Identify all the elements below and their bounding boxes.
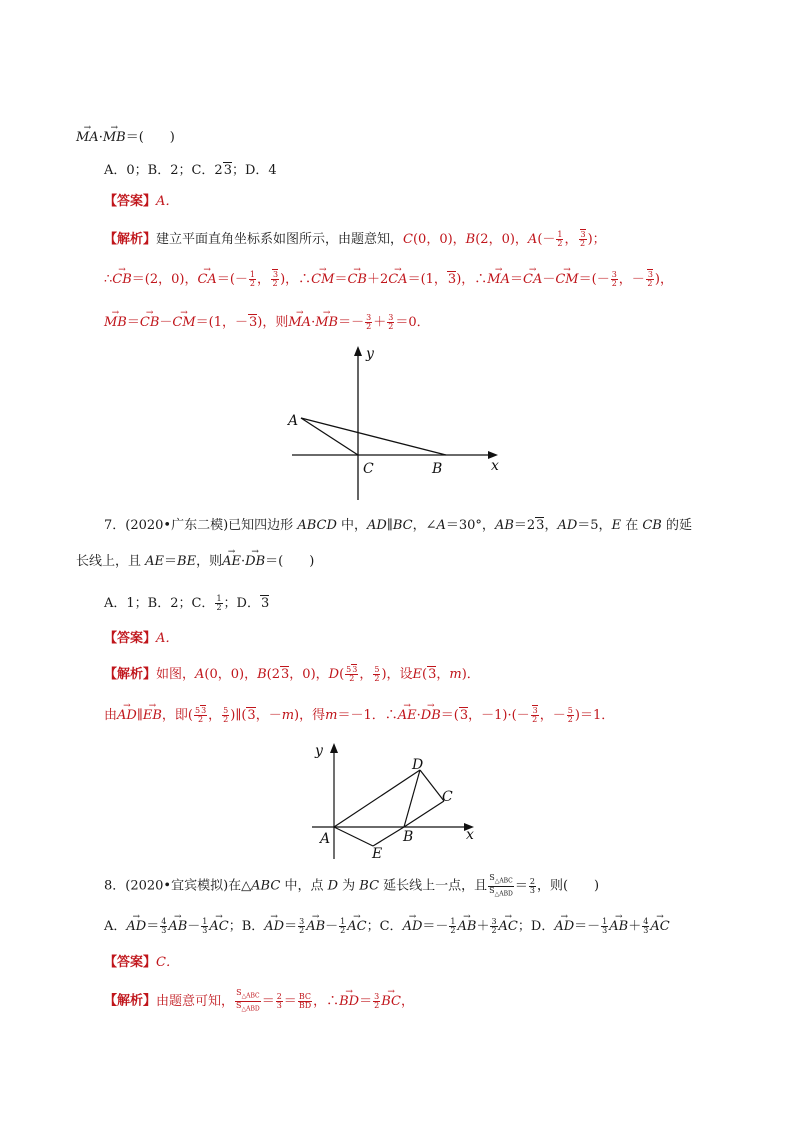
label-y: y — [315, 743, 323, 759]
q8-analysis-1: 【解析】由题意可知， $\frac{S_{\triangle ABC}}{S_{\triangle ABD}}$ ＝ $\frac{2}{3}$ ＝ $\frac{BC}{BD}$ ，∴→ BD＝ $\frac{3}{2}$ → BC， — [104, 989, 414, 1013]
q6-analysis-1: 【解析】建立平面直角坐标系如图所示，由题意知，C(0，0)，B(2，0)，A(－ $\frac{1}{2}$ ， $\frac{3}{2}$ )； — [104, 230, 606, 248]
label-B: B — [432, 461, 443, 477]
q8-stem: 8．(2020•宜宾模拟)在△ABC 中，点 D 为 BC 延长线上一点，且 $\frac{S_{\triangle ABC}}{S_{\triangle ABD}}$ ＝ $\frac{2}{3}$ ，则( ) — [104, 873, 600, 898]
coordinate-figure-1 — [286, 340, 516, 510]
label-D: D — [412, 757, 424, 773]
q6-analysis-3: → MB＝→ CB－→ CM＝(1，－3)，则→ MA·→ MB＝－ $\frac{3}{2}$ ＋ $\frac{3}{2}$ ＝0． — [104, 313, 430, 333]
q6-stem-tail: → MA·→ MB＝( ) — [76, 128, 175, 148]
answer-tag: 【答案】 — [104, 194, 157, 209]
q6-options: A．0；B．2；C．23；D．4 — [104, 163, 277, 178]
q7-analysis-1: 【解析】如图，A(0，0)，B(23，0)，D( $\frac{53}{2}$ ， $\frac{5}{2}$ )，设E(3，m)． — [104, 665, 480, 683]
q6-answer-line — [104, 192, 178, 212]
label-E: E — [372, 846, 383, 862]
q8-options: A．→ AD＝ $\frac{4}{3}$ → AB－ $\frac{1}{3}$ → AC；B．→ AD＝ $\frac{3}{2}$ → AB－ $\frac{1}{2}$ → AC；C．→ AD＝－ $\frac{1}{2}$ → AB＋ $\frac{3}{2}$ → AC；D．→ AD＝－ $\frac{1}{3}$ → AB＋ $\frac{4}{3}$ → AC — [104, 917, 670, 937]
q7-stem-1: 7．(2020•广东二模)已知四边形 ABCD 中，AD∥BC，∠A＝30°，AB＝23，AD＝5，E 在 CB 的延 — [104, 518, 692, 533]
q6-analysis-2: ∴→ CB＝(2，0)，→ CA＝(－ $\frac{1}{2}$ ， $\frac{3}{2}$ )，∴→ CM＝→ CB＋2→ CA＝(1，3)，∴→ MA＝→ CA－→ CM＝(－ $\frac{3}{2}$ ，－ $\frac{3}{2}$ )， — [104, 270, 673, 290]
label-A: A — [288, 413, 299, 429]
label-y: y — [366, 346, 374, 362]
q7-options: A．1；B．2；C． $\frac{1}{2}$ ；D．3 — [104, 594, 270, 612]
label-B: B — [403, 829, 414, 845]
q7-analysis-2: 由→ AD∥→ EB，即( $\frac{53}{2}$ ， $\frac{5}{2}$ )∥(3，－m)，得m＝－1．∴→ AE·→ DB＝(3，－1)·(－ $\frac{3}{2}$ ，－ $\frac{5}{2}$ )＝1． — [104, 706, 614, 726]
label-C: C — [442, 789, 453, 805]
label-C: C — [363, 461, 374, 477]
q7-stem-2: 长线上，且 AE＝BE，则→ AE·→ DB＝( ) — [76, 552, 314, 572]
label-A: A — [320, 831, 331, 847]
coordinate-figure-2 — [306, 737, 486, 867]
q7-answer-line: 【答案】A． — [104, 631, 179, 646]
q8-answer-line: 【答案】C． — [104, 955, 179, 970]
answer-value: A． — [156, 194, 179, 209]
label-x: x — [491, 458, 499, 474]
label-x: x — [466, 827, 474, 843]
